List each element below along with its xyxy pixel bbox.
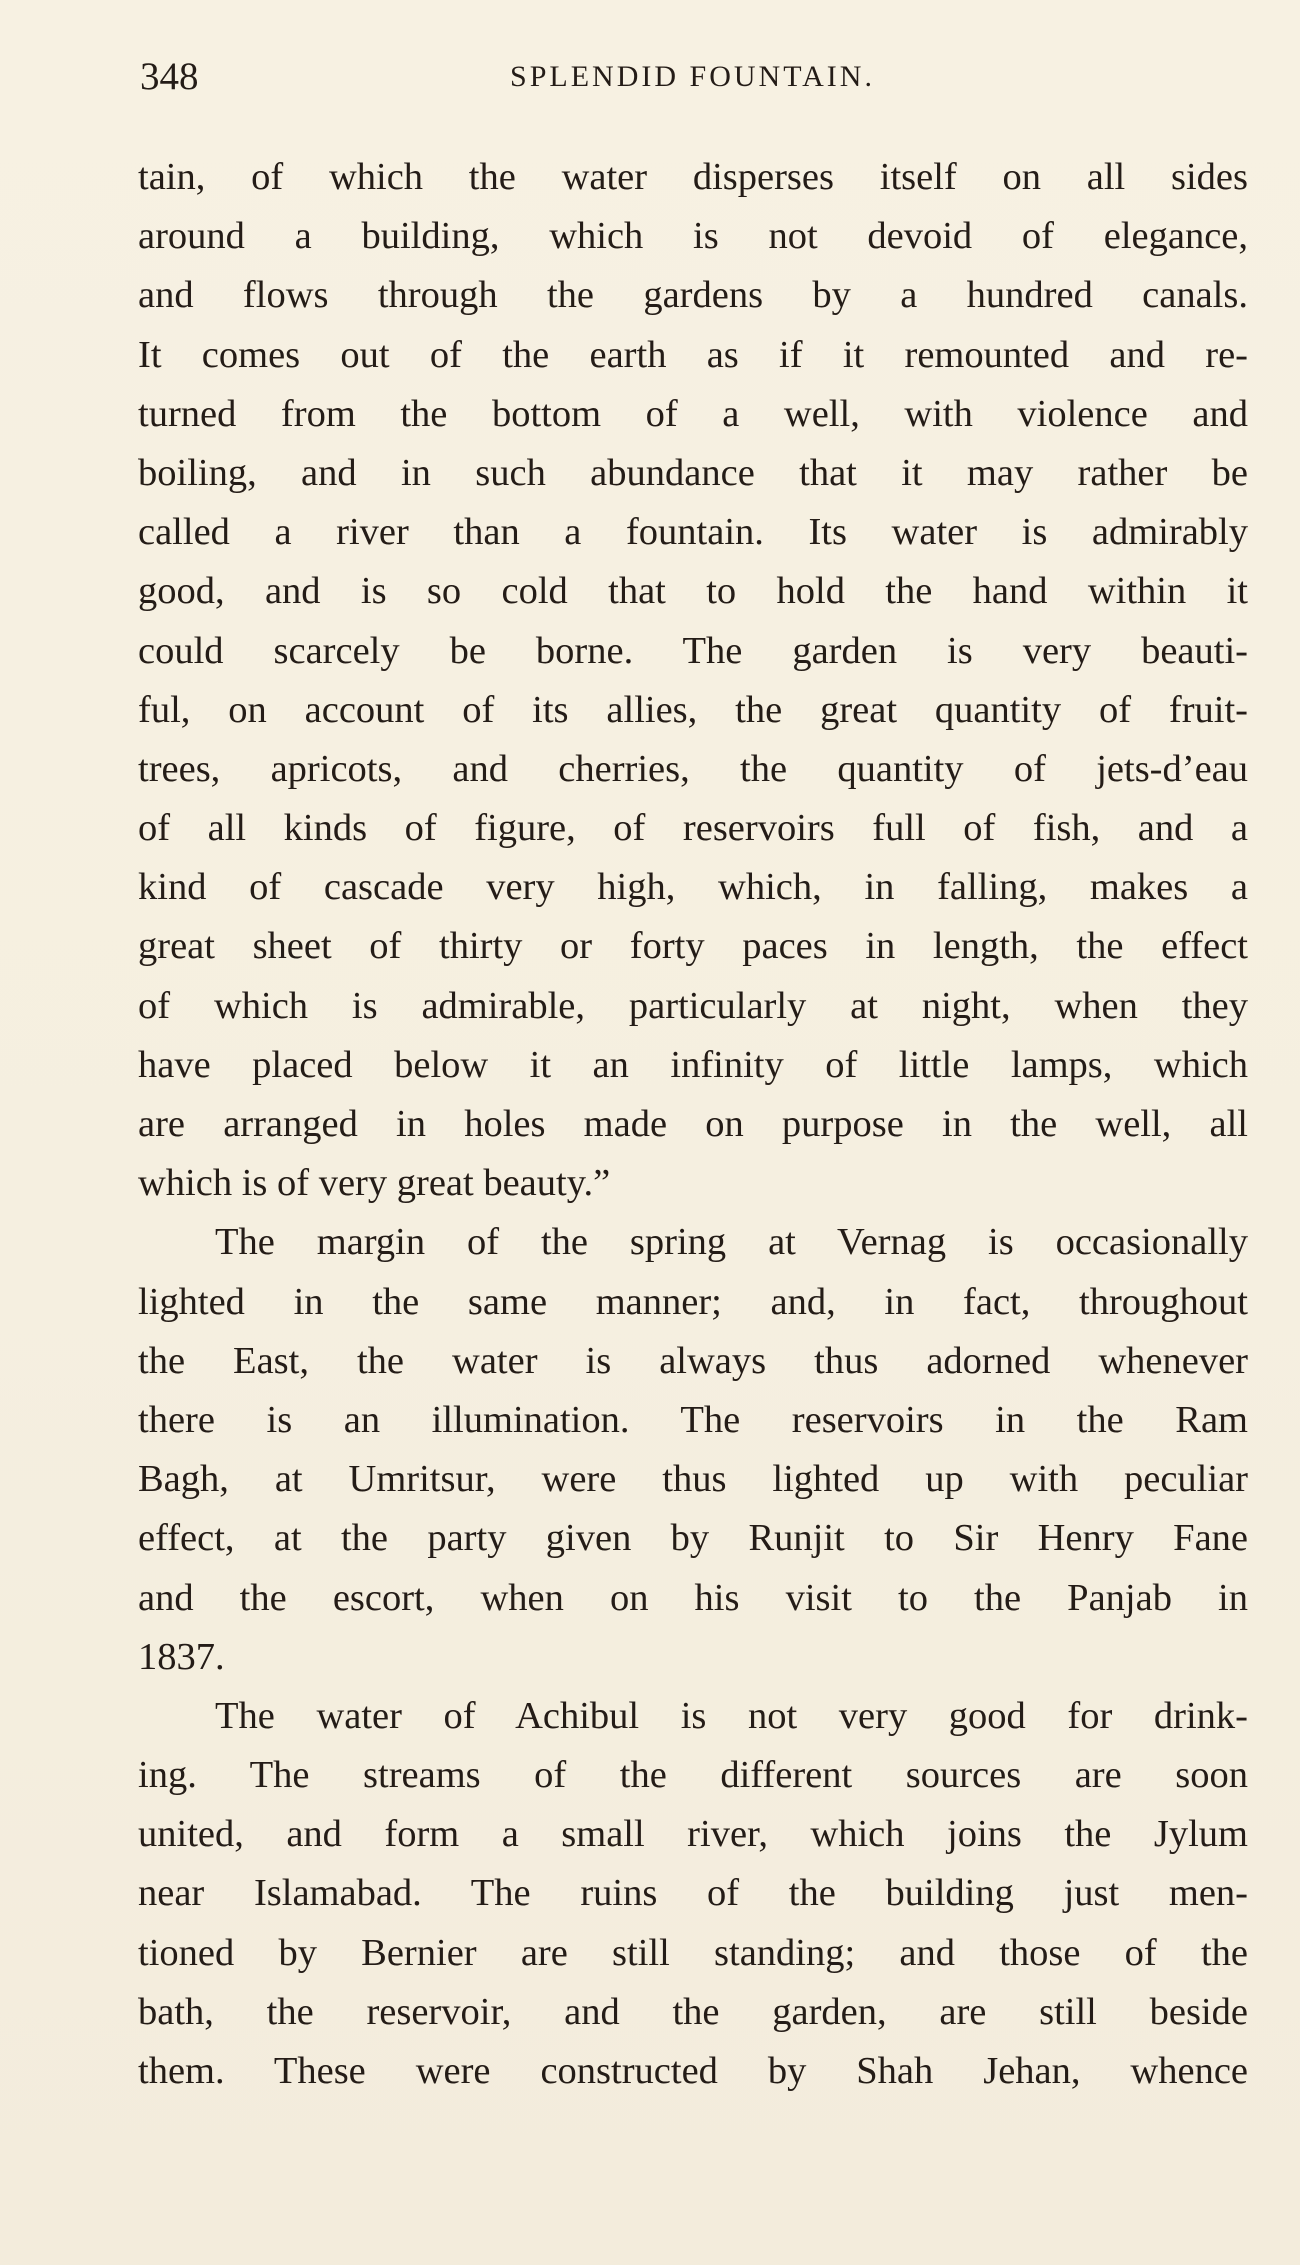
- text-line: which is of very great beauty.”: [138, 1162, 611, 1205]
- text-line: ful, on account of its allies, the great quantity of fruit-: [138, 688, 1248, 731]
- text-line: there is an illumination. The reservoirs in the Ram: [138, 1398, 1248, 1441]
- text-line: and the escort, when on his visit to the Panjab in: [138, 1576, 1248, 1619]
- text-line: 1837.: [138, 1635, 225, 1678]
- text-line: them. These were constructed by Shah Jehan, whence: [138, 2050, 1248, 2092]
- text-line: are arranged in holes made on purpose in the well, all: [138, 1103, 1248, 1145]
- text-line: the East, the water is always thus adorned whenever: [138, 1339, 1248, 1382]
- page-number: 348: [140, 55, 199, 98]
- text-line: It comes out of the earth as if it remounted and re-: [138, 333, 1248, 376]
- text-line: kind of cascade very high, which, in falling, makes a: [138, 866, 1248, 909]
- text-line: Bagh, at Umritsur, were thus lighted up with peculiar: [138, 1458, 1248, 1501]
- running-title: SPLENDID FOUNTAIN.: [510, 60, 875, 93]
- text-line: of all kinds of figure, of reservoirs full of fish, and a: [138, 807, 1248, 850]
- text-line: good, and is so cold that to hold the hand within it: [138, 570, 1248, 613]
- text-line: called a river than a fountain. Its water is admirably: [138, 511, 1248, 554]
- text-line: ing. The streams of the different sources are soon: [138, 1754, 1248, 1797]
- paragraph-start-line: The margin of the spring at Vernag is occasionally: [215, 1221, 1248, 1264]
- text-line: boiling, and in such abundance that it may rather be: [138, 451, 1248, 494]
- text-line: could scarcely be borne. The garden is very beauti-: [138, 629, 1248, 672]
- text-line: and flows through the gardens by a hundred canals.: [138, 274, 1248, 317]
- body-text: [138, 148, 1248, 2101]
- text-line: near Islamabad. The ruins of the building just men-: [138, 1872, 1248, 1915]
- text-line: turned from the bottom of a well, with violence and: [138, 392, 1248, 435]
- text-line: around a building, which is not devoid of elegance,: [138, 215, 1248, 258]
- text-line: united, and form a small river, which joins the Jylum: [138, 1813, 1248, 1856]
- text-line: have placed below it an infinity of little lamps, which: [138, 1043, 1248, 1086]
- text-line: effect, at the party given by Runjit to Sir Henry Fane: [138, 1517, 1248, 1560]
- text-line: tioned by Bernier are still standing; and those of the: [138, 1931, 1248, 1974]
- text-line: trees, apricots, and cherries, the quantity of jets-d’eau: [138, 747, 1248, 790]
- paragraph-start-line: The water of Achibul is not very good for drink-: [215, 1694, 1248, 1737]
- text-line: lighted in the same manner; and, in fact, throughout: [138, 1280, 1248, 1323]
- text-line: of which is admirable, particularly at night, when they: [138, 984, 1248, 1027]
- text-line: bath, the reservoir, and the garden, are still beside: [138, 1990, 1248, 2033]
- text-line: great sheet of thirty or forty paces in length, the effect: [138, 925, 1248, 968]
- running-head: [140, 52, 1245, 102]
- text-line: tain, of which the water disperses itself on all sides: [138, 156, 1248, 198]
